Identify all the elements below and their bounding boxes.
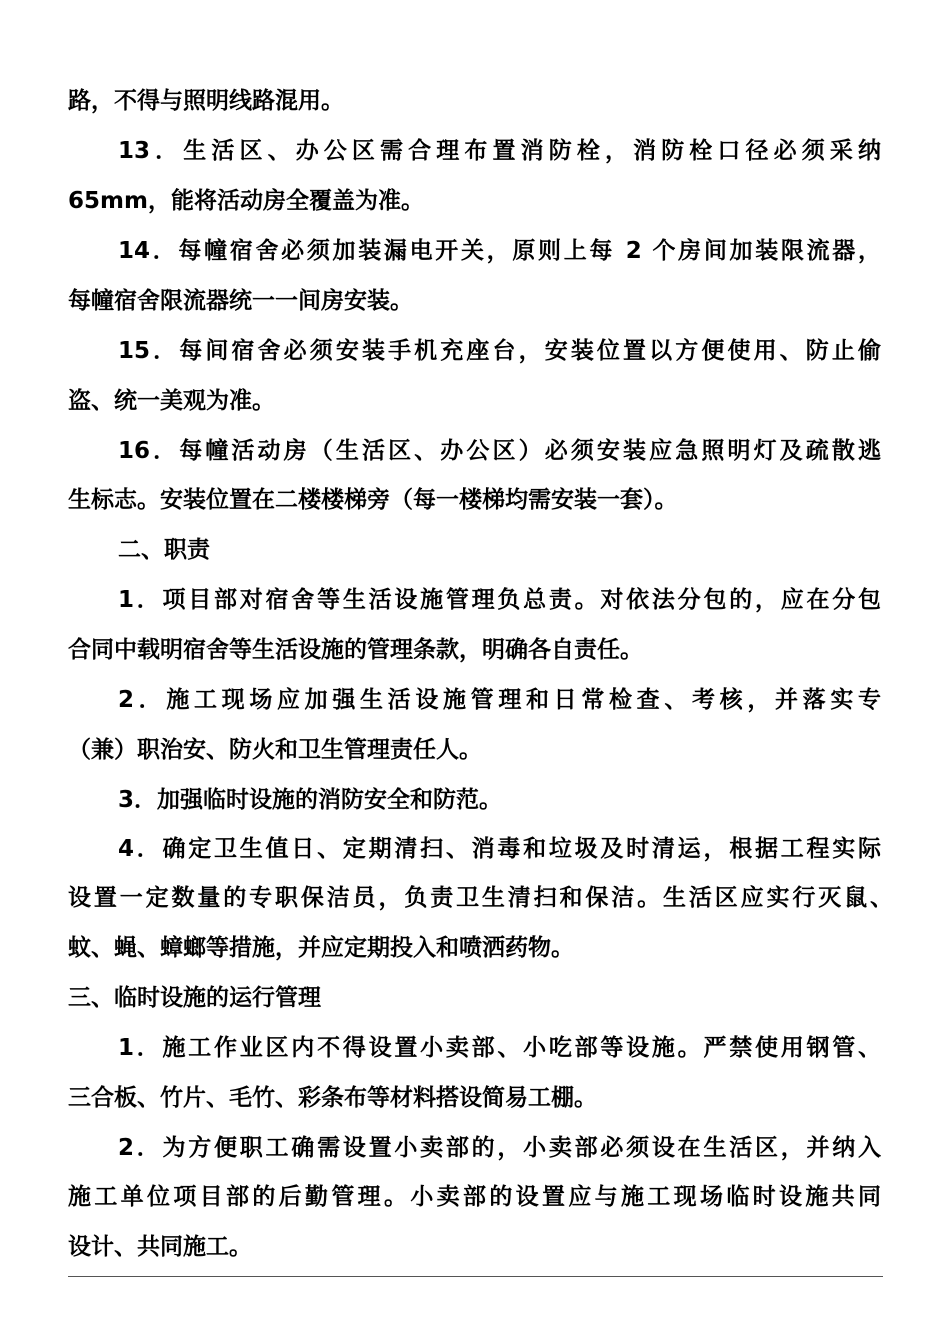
- footer-divider: [68, 1276, 883, 1277]
- text-line: 施工单位项目部的后勤管理。小卖部的设置应与施工现场临时设施共同: [68, 1184, 881, 1210]
- text-line: 每幢宿舍限流器统一一间房安装。: [68, 288, 413, 314]
- section-heading-duties: 二、职责: [118, 537, 210, 563]
- text-line: 设置一定数量的专职保洁员，负责卫生清扫和保洁。生活区应实行灭鼠、: [68, 885, 893, 911]
- item-14: 14．每幢宿舍必须加装漏电开关，原则上每 2 个房间加装限流器，: [118, 238, 881, 264]
- item-13: 13．生活区、办公区需合理布置消防栓，消防栓口径必须采纳: [118, 138, 881, 164]
- text-line: 路，不得与照明线路混用。: [68, 88, 344, 114]
- duty-item-2: 2．施工现场应加强生活设施管理和日常检查、考核，并落实专: [118, 687, 881, 713]
- duty-item-3: 3．加强临时设施的消防安全和防范。: [118, 787, 503, 813]
- section-heading-operation: 三、临时设施的运行管理: [68, 985, 321, 1011]
- operation-item-2: 2．为方便职工确需设置小卖部的，小卖部必须设在生活区，并纳入: [118, 1135, 881, 1161]
- operation-item-1: 1．施工作业区内不得设置小卖部、小吃部等设施。严禁使用钢管、: [118, 1035, 881, 1061]
- text-line: 设计、共同施工。: [68, 1234, 252, 1260]
- text-line: 生标志。安装位置在二楼楼梯旁（每一楼梯均需安装一套）。: [68, 487, 678, 513]
- text-line: 三合板、竹片、毛竹、彩条布等材料搭设简易工棚。: [68, 1085, 597, 1111]
- item-15: 15．每间宿舍必须安装手机充座台，安装位置以方便使用、防止偷: [118, 338, 881, 364]
- duty-item-4: 4．确定卫生值日、定期清扫、消毒和垃圾及时清运，根据工程实际: [118, 836, 881, 862]
- text-line: 合同中载明宿舍等生活设施的管理条款，明确各自责任。: [68, 637, 643, 663]
- item-16: 16．每幢活动房（生活区、办公区）必须安装应急照明灯及疏散逃: [118, 438, 881, 464]
- text-line: 65mm，能将活动房全覆盖为准。: [68, 188, 424, 214]
- duty-item-1: 1．项目部对宿舍等生活设施管理负总责。对依法分包的，应在分包: [118, 587, 881, 613]
- text-line: 蚊、蝇、蟑螂等措施，并应定期投入和喷洒药物。: [68, 935, 574, 961]
- text-line: 盗、统一美观为准。: [68, 388, 275, 414]
- text-line: （兼）职治安、防火和卫生管理责任人。: [68, 737, 482, 763]
